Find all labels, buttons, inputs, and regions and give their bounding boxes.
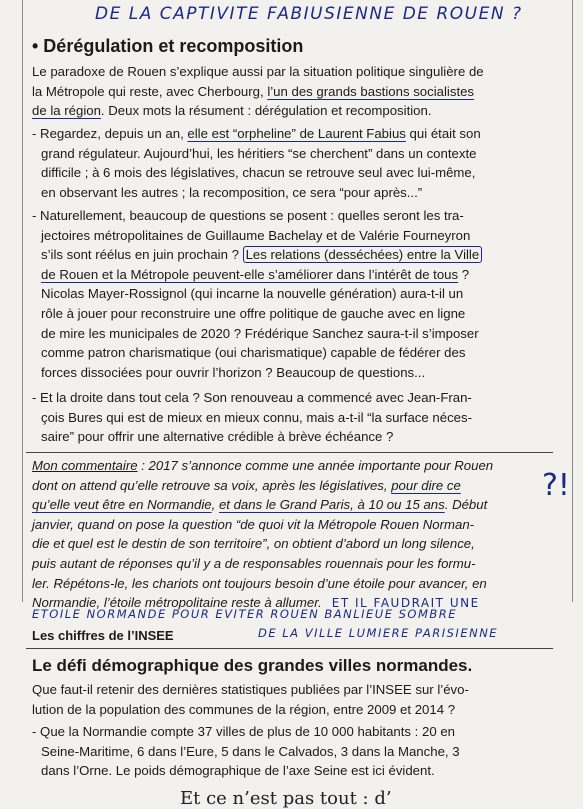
handwritten-note-line-2: ETOILE NORMANDE POUR EVITER ROUEN BANLIEUE SOMBRE: [32, 607, 458, 621]
comment-line-5: die et quel est le destin de son territoire”, on obtient d’abord un long silence,: [32, 536, 475, 552]
insee-intro-line-1: Que faut-il retenir des dernières statistiques publiées par l’INSEE sur l’évo-: [32, 682, 469, 697]
comment-line-1: Mon commentaire : 2017 s’annonce comme une année importante pour Rouen: [32, 458, 494, 473]
underline-orpheline: elle est “orpheline” de Laurent Fabius: [187, 126, 406, 141]
insee-bullet: [32, 722, 560, 781]
bullet2-line-3: s’ils sont réélus en juin prochain ? Les relations (desséchées) entre la Ville: [32, 245, 560, 265]
handwritten-note-line-3: DE LA VILLE LUMIERE PARISIENNE: [258, 626, 499, 640]
cut-off-line: Et ce n’est pas tout : d’: [180, 788, 392, 809]
underline-normandie: qu’elle veut être en Normandie: [32, 497, 212, 513]
bullet2-line-6: rôle à jouer pour reconstruire une offre politique de gauche avec en ligne: [41, 305, 466, 321]
bullet1-line-2: grand régulateur. Aujourd’hui, les héritiers “se cherchent” dans un contexte: [41, 145, 477, 161]
underline-region: de la région: [32, 103, 101, 119]
comment-line-8: Normandie, l’étoile métropolitaine reste à allumer. ET IL FAUDRAIT UNE: [32, 595, 480, 611]
insee-bullet-line-3: dans l’Orne. Le poids démographique de l’axe Seine est ici évident.: [41, 763, 435, 779]
comment-line-2: dont on attend qu’elle retrouve sa voix, après les législatives, pour dire ce: [32, 477, 461, 493]
comment-line-4: janvier, quand on pose la question “de quoi vit la Métropole Rouen Norman-: [32, 516, 475, 532]
boxed-relations: Les relations (desséchées) entre la Ville: [243, 246, 483, 263]
comment-label: Mon commentaire: [32, 458, 138, 473]
bullet1-line-4: en observant les autres ; la recomposition, ce sera “pour après...”: [41, 184, 423, 200]
bullet-questions: [32, 206, 560, 382]
bullet2-line-2: jectoires métropolitaines de Guillaume Bachelay et de Valérie Fourneyron: [41, 227, 471, 243]
insee-divider: [26, 648, 553, 649]
handwritten-top-note: DE LA CAPTIVITE FABIUSIENNE DE ROUEN ?: [95, 4, 523, 24]
intro-line-2: la Métropole qui reste, avec Cherbourg, l’un des grands bastions socialistes: [32, 83, 475, 99]
bullet2-line-7: de mire les municipales de 2020 ? Frédérique Sanchez saura-t-il s’imposer: [41, 325, 479, 341]
bullet3-line-3: saire” pour offrir une alternative crédible à brève échéance ?: [41, 429, 394, 445]
bullet2-line-1: - Naturellement, beaucoup de questions se posent : quelles seront les tra-: [32, 208, 464, 223]
insee-intro: [32, 680, 560, 719]
bullet2-line-9: forces dissociées pour ouvrir l’horizon ? Beaucoup de questions...: [41, 364, 426, 380]
intro-line-3: de la région. Deux mots la résument : dérégulation et recomposition.: [32, 103, 432, 119]
comment-line-6: puis autant de réponses qu’il y a de responsables rouennais pour les formu-: [32, 555, 476, 571]
comment-line-3: qu’elle veut être en Normandie, et dans le Grand Paris, à 10 ou 15 ans. Début: [32, 497, 488, 513]
bullet-droite: [32, 388, 560, 447]
comment-paragraph: [32, 456, 560, 614]
bullet-fabius: [32, 124, 560, 202]
insee-heading: Les chiffres de l’INSEE: [32, 628, 174, 643]
intro-line-1: Le paradoxe de Rouen s’explique aussi par la situation politique singulière de: [32, 64, 484, 79]
section-title: • Dérégulation et recomposition: [32, 36, 304, 56]
underline-bastions: l’un des grands bastions socialistes: [267, 83, 475, 99]
comment-line-7: ler. Répétons-le, les chariots ont toujours besoin d’une étoile pour avancer, en: [32, 575, 487, 591]
handwritten-margin-mark: ?!: [542, 468, 570, 503]
handwritten-note-line-1: ET IL FAUDRAIT UNE: [331, 596, 480, 611]
insee-intro-line-2: lution de la population des communes de la région, entre 2009 et 2014 ?: [32, 701, 456, 717]
underline-grand-paris: et dans le Grand Paris, à 10 ou 15 ans: [218, 497, 445, 513]
intro-paragraph: [32, 62, 560, 121]
bullet1-line-1: - Regardez, depuis un an, elle est “orpheline” de Laurent Fabius qui était son: [32, 126, 481, 141]
bullet2-line-4: de Rouen et la Métropole peuvent-elle s’améliorer dans l’intérêt de tous ?: [41, 266, 470, 282]
bullet2-line-8: comme patron charismatique (oui charismatique) capable de fédérer des: [41, 345, 466, 361]
frame-right-border: [572, 0, 573, 602]
underline-interet-de-tous: de Rouen et la Métropole peuvent-elle s’améliorer dans l’intérêt de tous: [41, 266, 459, 282]
section-divider: [26, 452, 553, 453]
bullet2-line-5: Nicolas Mayer-Rossignol (qui incarne la nouvelle génération) aura-t-il un: [41, 286, 464, 302]
bullet3-line-2: çois Bures qui est de mieux en mieux connu, mais a-t-il “la surface néces-: [41, 409, 472, 425]
insee-bullet-line-1: - Que la Normandie compte 37 villes de plus de 10 000 habitants : 20 en: [32, 724, 455, 739]
underline-pour-dire: pour dire ce: [391, 477, 461, 493]
frame-left-border: [22, 0, 23, 602]
bullet1-line-3: difficile ; à 6 mois des législatives, chacun se retrouve seul avec lui-même,: [41, 165, 476, 181]
bullet3-line-1: - Et la droite dans tout cela ? Son renouveau a commencé avec Jean-Fran-: [32, 390, 472, 405]
insee-bullet-line-2: Seine-Maritime, 6 dans l’Eure, 5 dans le Calvados, 3 dans la Manche, 3: [41, 743, 460, 759]
insee-title: Le défi démographique des grandes villes normandes.: [32, 656, 473, 675]
